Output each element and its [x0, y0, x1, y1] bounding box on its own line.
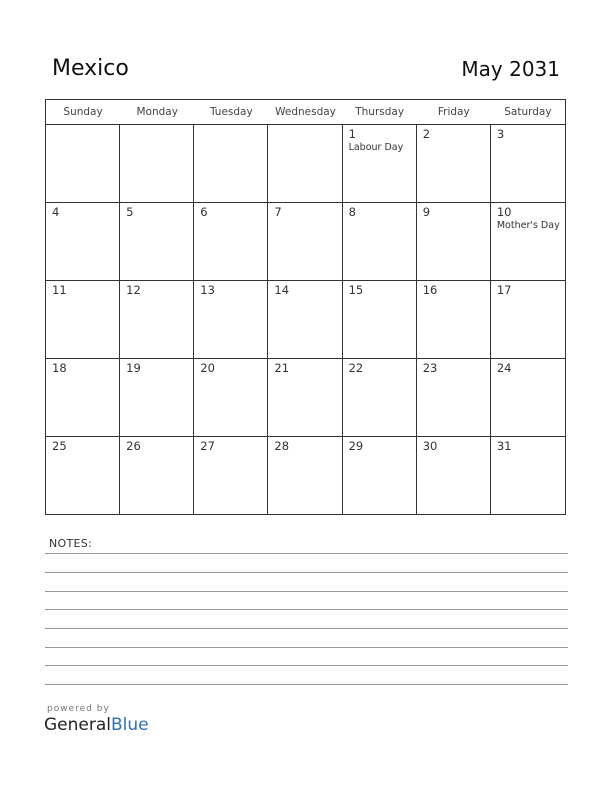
- notes-line: [45, 553, 568, 554]
- weekday-tuesday: Tuesday: [209, 106, 253, 118]
- day-number: 1: [348, 127, 356, 141]
- day-cell: [46, 281, 120, 358]
- day-cell: [491, 281, 565, 358]
- day-cell: [491, 125, 565, 202]
- weekday-friday: Friday: [437, 106, 470, 118]
- day-cell: [343, 437, 417, 514]
- day-cell: [194, 125, 268, 202]
- powered-by-text: powered by: [47, 704, 110, 714]
- day-number: 15: [348, 283, 364, 297]
- day-cell: [343, 125, 417, 202]
- day-number: 22: [348, 361, 364, 375]
- day-number: 28: [274, 439, 290, 453]
- brand-name: [44, 715, 149, 735]
- day-number: 29: [348, 439, 364, 453]
- day-cell: [417, 203, 491, 280]
- day-cell: [194, 281, 268, 358]
- day-number: 6: [200, 205, 208, 219]
- notes-line: [45, 647, 568, 648]
- day-number: 25: [52, 439, 67, 453]
- day-number: 8: [348, 205, 356, 219]
- day-cell: [46, 203, 120, 280]
- day-cell: [343, 359, 417, 436]
- holiday-label: Mother's Day: [496, 220, 560, 231]
- day-number: 21: [274, 361, 290, 375]
- day-cell: [343, 281, 417, 358]
- day-cell: [194, 437, 268, 514]
- calendar-week-row: [46, 437, 565, 514]
- calendar-week-row: [46, 125, 565, 203]
- day-cell: [120, 281, 194, 358]
- day-cell: [491, 437, 565, 514]
- calendar-grid: [45, 99, 566, 515]
- day-cell: [120, 437, 194, 514]
- weekday-wednesday: Wednesday: [275, 106, 336, 118]
- day-cell: [46, 437, 120, 514]
- notes-line: [45, 628, 568, 629]
- brand-blue: Blue: [111, 715, 149, 735]
- calendar-week-row: [46, 281, 565, 359]
- day-number: 27: [200, 439, 215, 453]
- weekday-sunday: Sunday: [63, 106, 103, 118]
- brand-general: General: [44, 715, 111, 735]
- day-number: 31: [496, 439, 512, 453]
- weekday-monday: Monday: [136, 106, 178, 118]
- day-number: 26: [126, 439, 141, 453]
- month-year-title: May 2031: [461, 57, 560, 81]
- weekday-saturday: Saturday: [504, 106, 552, 118]
- calendar-weeks: [46, 125, 565, 514]
- day-cell: [417, 359, 491, 436]
- day-cell: [268, 203, 342, 280]
- day-number: 18: [52, 361, 67, 375]
- calendar-week-row: [46, 359, 565, 437]
- day-number: 7: [274, 205, 282, 219]
- day-cell: [343, 203, 417, 280]
- notes-line: [45, 609, 568, 610]
- day-number: 13: [200, 283, 215, 297]
- holiday-label: Labour Day: [348, 142, 404, 153]
- day-number: 12: [126, 283, 141, 297]
- weekday-thursday: Thursday: [355, 106, 405, 118]
- day-cell: [268, 281, 342, 358]
- day-number: 17: [496, 283, 512, 297]
- generalblue-logo: [44, 704, 149, 735]
- day-number: 24: [496, 361, 512, 375]
- day-number: 19: [126, 361, 141, 375]
- notes-line: [45, 665, 568, 666]
- day-cell: [417, 437, 491, 514]
- day-cell: [194, 359, 268, 436]
- day-cell: [268, 437, 342, 514]
- notes-line: [45, 684, 568, 685]
- day-cell: [120, 359, 194, 436]
- country-title: Mexico: [52, 56, 129, 81]
- day-cell: [46, 359, 120, 436]
- day-cell: [120, 203, 194, 280]
- notes-label: NOTES:: [49, 537, 93, 550]
- day-number: 23: [422, 361, 438, 375]
- calendar-week-row: [46, 203, 565, 281]
- day-cell: [491, 203, 565, 280]
- notes-line: [45, 572, 568, 573]
- day-cell: [268, 125, 342, 202]
- weekday-header-row: [46, 100, 565, 125]
- day-cell: [417, 281, 491, 358]
- day-number: 30: [422, 439, 438, 453]
- day-number: 10: [496, 205, 512, 219]
- day-cell: [194, 203, 268, 280]
- day-number: 11: [52, 283, 67, 297]
- day-number: 16: [422, 283, 438, 297]
- day-cell: [417, 125, 491, 202]
- day-cell: [120, 125, 194, 202]
- day-number: 2: [422, 127, 431, 141]
- day-number: 5: [126, 205, 134, 219]
- day-number: 20: [200, 361, 215, 375]
- day-cell: [46, 125, 120, 202]
- day-cell: [268, 359, 342, 436]
- notes-line: [45, 591, 568, 592]
- day-number: 3: [496, 127, 505, 141]
- day-number: 14: [274, 283, 290, 297]
- day-number: 4: [52, 205, 60, 219]
- day-cell: [491, 359, 565, 436]
- day-number: 9: [422, 205, 431, 219]
